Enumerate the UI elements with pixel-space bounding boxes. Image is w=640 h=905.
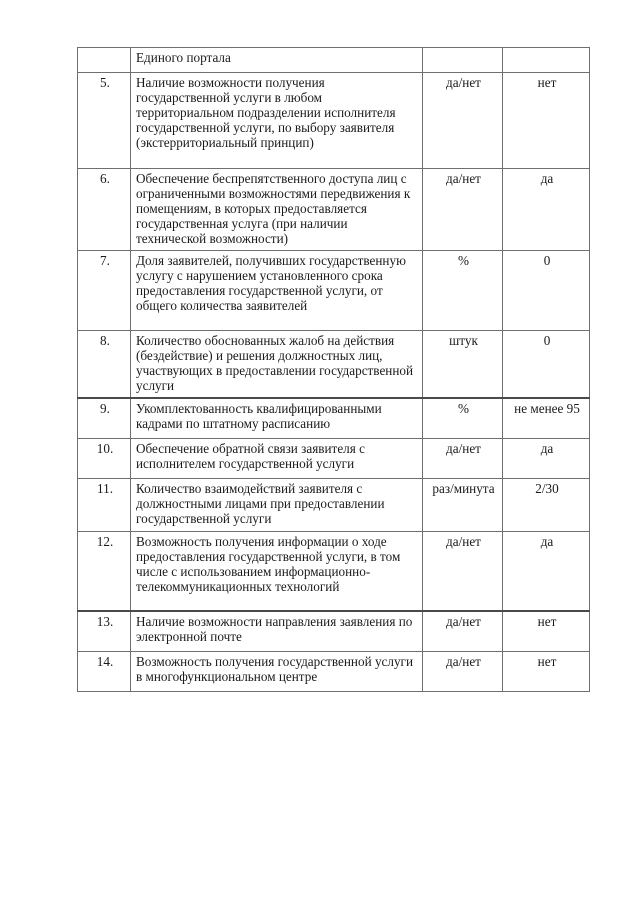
indicators-table — [77, 47, 590, 692]
indicator-text: Возможность получения информации о ходе предоставления государственной услуги, в том числе с использованием информационно-телекоммуникационных технологий — [131, 531, 423, 611]
row-number: 11. — [78, 478, 131, 531]
indicator-text: Обеспечение обратной связи заявителя с исполнителем государственной услуги — [131, 438, 423, 478]
unit-cell: % — [423, 398, 503, 438]
indicator-text: Доля заявителей, получивших государственную услугу с нарушением установленного срока предоставления государственной услуги, от общего количества заявителей — [131, 251, 423, 331]
indicator-text: Количество обоснованных жалоб на действия (бездействие) и решения должностных лиц, участвующих в предоставлении государственной услуги — [131, 331, 423, 399]
table-row — [78, 48, 590, 73]
row-number: 7. — [78, 251, 131, 331]
value-cell: 2/30 — [503, 478, 590, 531]
value-cell: не менее 95 — [503, 398, 590, 438]
unit-cell: да/нет — [423, 73, 503, 169]
indicator-text: Укомплектованность квалифицированными кадрами по штатному расписанию — [131, 398, 423, 438]
table-row — [78, 169, 590, 251]
unit-cell: да/нет — [423, 438, 503, 478]
indicator-text: Количество взаимодействий заявителя с должностными лицами при предоставлении государственной услуги — [131, 478, 423, 531]
table-row — [78, 651, 590, 691]
indicator-text: Обеспечение беспрепятственного доступа лиц с ограниченными возможностями передвижения к помещениям, в которых предоставляется государственная услуга (при наличии технической возможности) — [131, 169, 423, 251]
table-row — [78, 438, 590, 478]
table-row — [78, 73, 590, 169]
value-cell: да — [503, 438, 590, 478]
indicator-text: Наличие возможности направления заявления по электронной почте — [131, 611, 423, 651]
unit-cell: да/нет — [423, 611, 503, 651]
unit-cell: штук — [423, 331, 503, 399]
row-number: 5. — [78, 73, 131, 169]
table-row — [78, 331, 590, 399]
table-row — [78, 398, 590, 438]
indicator-text: Возможность получения государственной услуги в многофункциональном центре — [131, 651, 423, 691]
table-row — [78, 251, 590, 331]
row-number: 14. — [78, 651, 131, 691]
indicator-text: Наличие возможности получения государственной услуги в любом территориальном подразделении исполнителя государственной услуги, по выбору заявителя (экстерриториальный принцип) — [131, 73, 423, 169]
unit-cell — [423, 48, 503, 73]
value-cell: да — [503, 169, 590, 251]
value-cell: нет — [503, 651, 590, 691]
unit-cell: да/нет — [423, 531, 503, 611]
unit-cell: раз/минута — [423, 478, 503, 531]
table-row — [78, 478, 590, 531]
value-cell: да — [503, 531, 590, 611]
value-cell: 0 — [503, 331, 590, 399]
row-number: 6. — [78, 169, 131, 251]
value-cell: нет — [503, 611, 590, 651]
unit-cell: % — [423, 251, 503, 331]
value-cell: 0 — [503, 251, 590, 331]
unit-cell: да/нет — [423, 169, 503, 251]
row-number: 12. — [78, 531, 131, 611]
table-row — [78, 531, 590, 611]
value-cell — [503, 48, 590, 73]
indicator-text: Единого портала — [131, 48, 423, 73]
row-number: 8. — [78, 331, 131, 399]
value-cell: нет — [503, 73, 590, 169]
row-number: 9. — [78, 398, 131, 438]
row-number — [78, 48, 131, 73]
row-number: 10. — [78, 438, 131, 478]
row-number: 13. — [78, 611, 131, 651]
table-row — [78, 611, 590, 651]
unit-cell: да/нет — [423, 651, 503, 691]
